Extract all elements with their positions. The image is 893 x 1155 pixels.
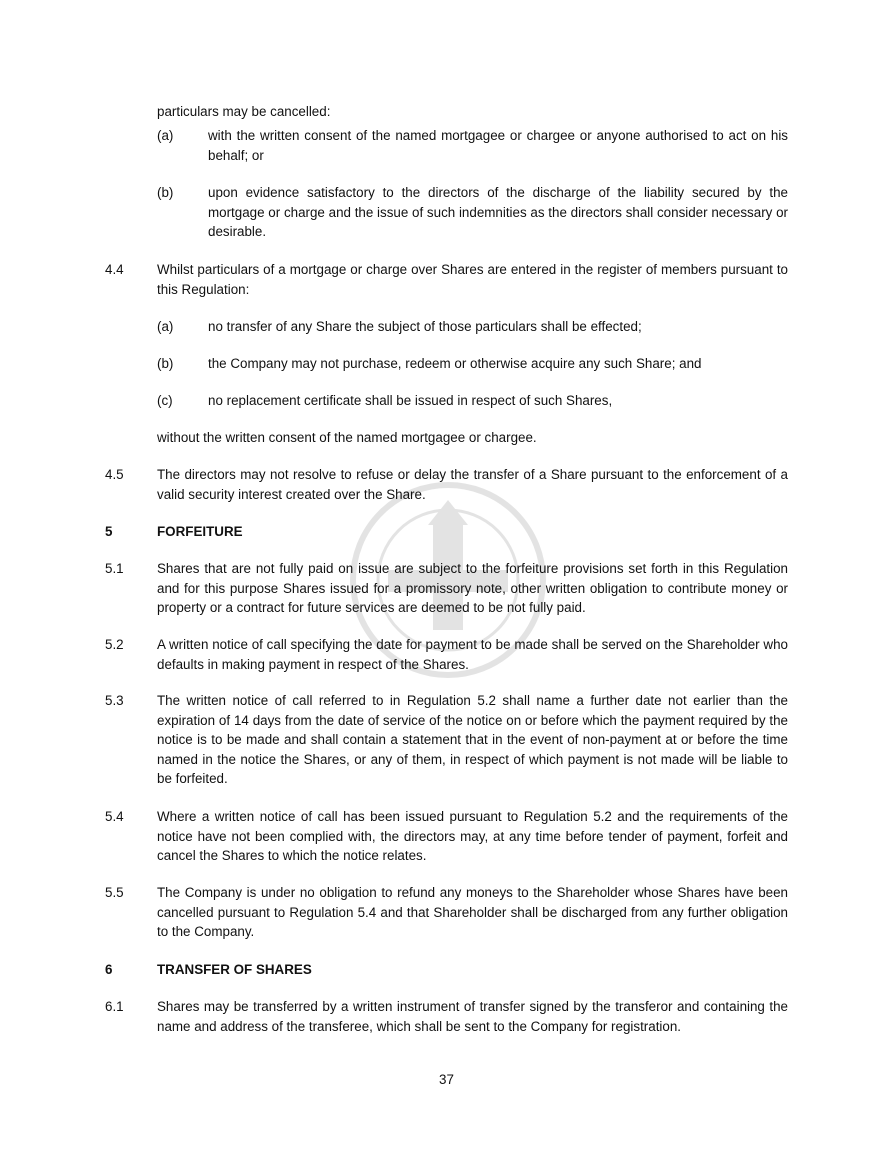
clause-5-2-text: A written notice of call specifying the date for payment to be made shall be served on the Shareholder who defaults in making payment in respect of the Shares.: [157, 637, 788, 672]
clause-4-5-number: 4.5: [105, 467, 124, 482]
clause-5-3-number: 5.3: [105, 693, 124, 708]
clause-5-4-number: 5.4: [105, 809, 124, 824]
clause-5-4-text: Where a written notice of call has been issued pursuant to Regulation 5.2 and the requirements of the notice have not been complied with, the directors may, at any time before tender of payment, forfeit and cancel the Shares to which the notice relates.: [157, 809, 788, 864]
clause-4-4-item-b-label: (b): [157, 356, 174, 371]
section-6-title: TRANSFER OF SHARES: [157, 962, 312, 977]
clause-4-4-number: 4.4: [105, 262, 124, 277]
clause-4-4-item-a-label: (a): [157, 319, 174, 334]
section-6-number: 6: [105, 962, 113, 977]
clause-5-1-number: 5.1: [105, 561, 124, 576]
clause-5-3-text: The written notice of call referred to in Regulation 5.2 shall name a further date not earlier than the expiration of 14 days from the date of service of the notice on or before which the payment required by the notice is to be made and shall contain a statement that in the event of non-payment at or before the time named in the notice the Shares, or any of them, in respect of which payment is not made will be liable to be forfeited.: [157, 693, 788, 787]
section-5-title: FORFEITURE: [157, 524, 243, 539]
section-5-number: 5: [105, 524, 113, 539]
clause-6-1-number: 6.1: [105, 999, 124, 1014]
clause-5-1-text: Shares that are not fully paid on issue are subject to the forfeiture provisions set forth in this Regulation and for this purpose Shares issued for a promissory note, other written obligation to contribute money or property or a contract for future services are deemed to be not fully paid.: [157, 561, 788, 616]
clause-4-5-text: The directors may not resolve to refuse or delay the transfer of a Share pursuant to the enforcement of a valid security interest created over the Share.: [157, 467, 788, 502]
clause-4-4-item-b-text: the Company may not purchase, redeem or otherwise acquire any such Share; and: [208, 356, 702, 371]
clause-4-4-closing: without the written consent of the named mortgagee or chargee.: [157, 430, 537, 445]
page-number: 37: [439, 1072, 454, 1087]
clause-5-5-number: 5.5: [105, 885, 124, 900]
clause-6-1-text: Shares may be transferred by a written instrument of transfer signed by the transferor and containing the name and address of the transferee, which shall be sent to the Company for registration.: [157, 999, 788, 1034]
clause-4-4-item-c-label: (c): [157, 393, 173, 408]
clause-5-2-number: 5.2: [105, 637, 124, 652]
intro-text: particulars may be cancelled:: [157, 104, 331, 119]
intro-item-b-label: (b): [157, 185, 174, 200]
clause-5-5-text: The Company is under no obligation to refund any moneys to the Shareholder whose Shares have been cancelled pursuant to Regulation 5.4 and that Shareholder shall be discharged from any further obligation to the Company.: [157, 885, 788, 940]
intro-item-a-label: (a): [157, 128, 174, 143]
intro-item-b-text: upon evidence satisfactory to the directors of the discharge of the liability secured by the mortgage or charge and the issue of such indemnities as the directors shall consider necessary or desirable.: [208, 185, 788, 240]
intro-item-a-text: with the written consent of the named mortgagee or chargee or anyone authorised to act on his behalf; or: [208, 128, 788, 163]
clause-4-4-text: Whilst particulars of a mortgage or charge over Shares are entered in the register of members pursuant to this Regulation:: [157, 262, 788, 297]
clause-4-4-item-a-text: no transfer of any Share the subject of those particulars shall be effected;: [208, 319, 642, 334]
clause-4-4-item-c-text: no replacement certificate shall be issued in respect of such Shares,: [208, 393, 613, 408]
